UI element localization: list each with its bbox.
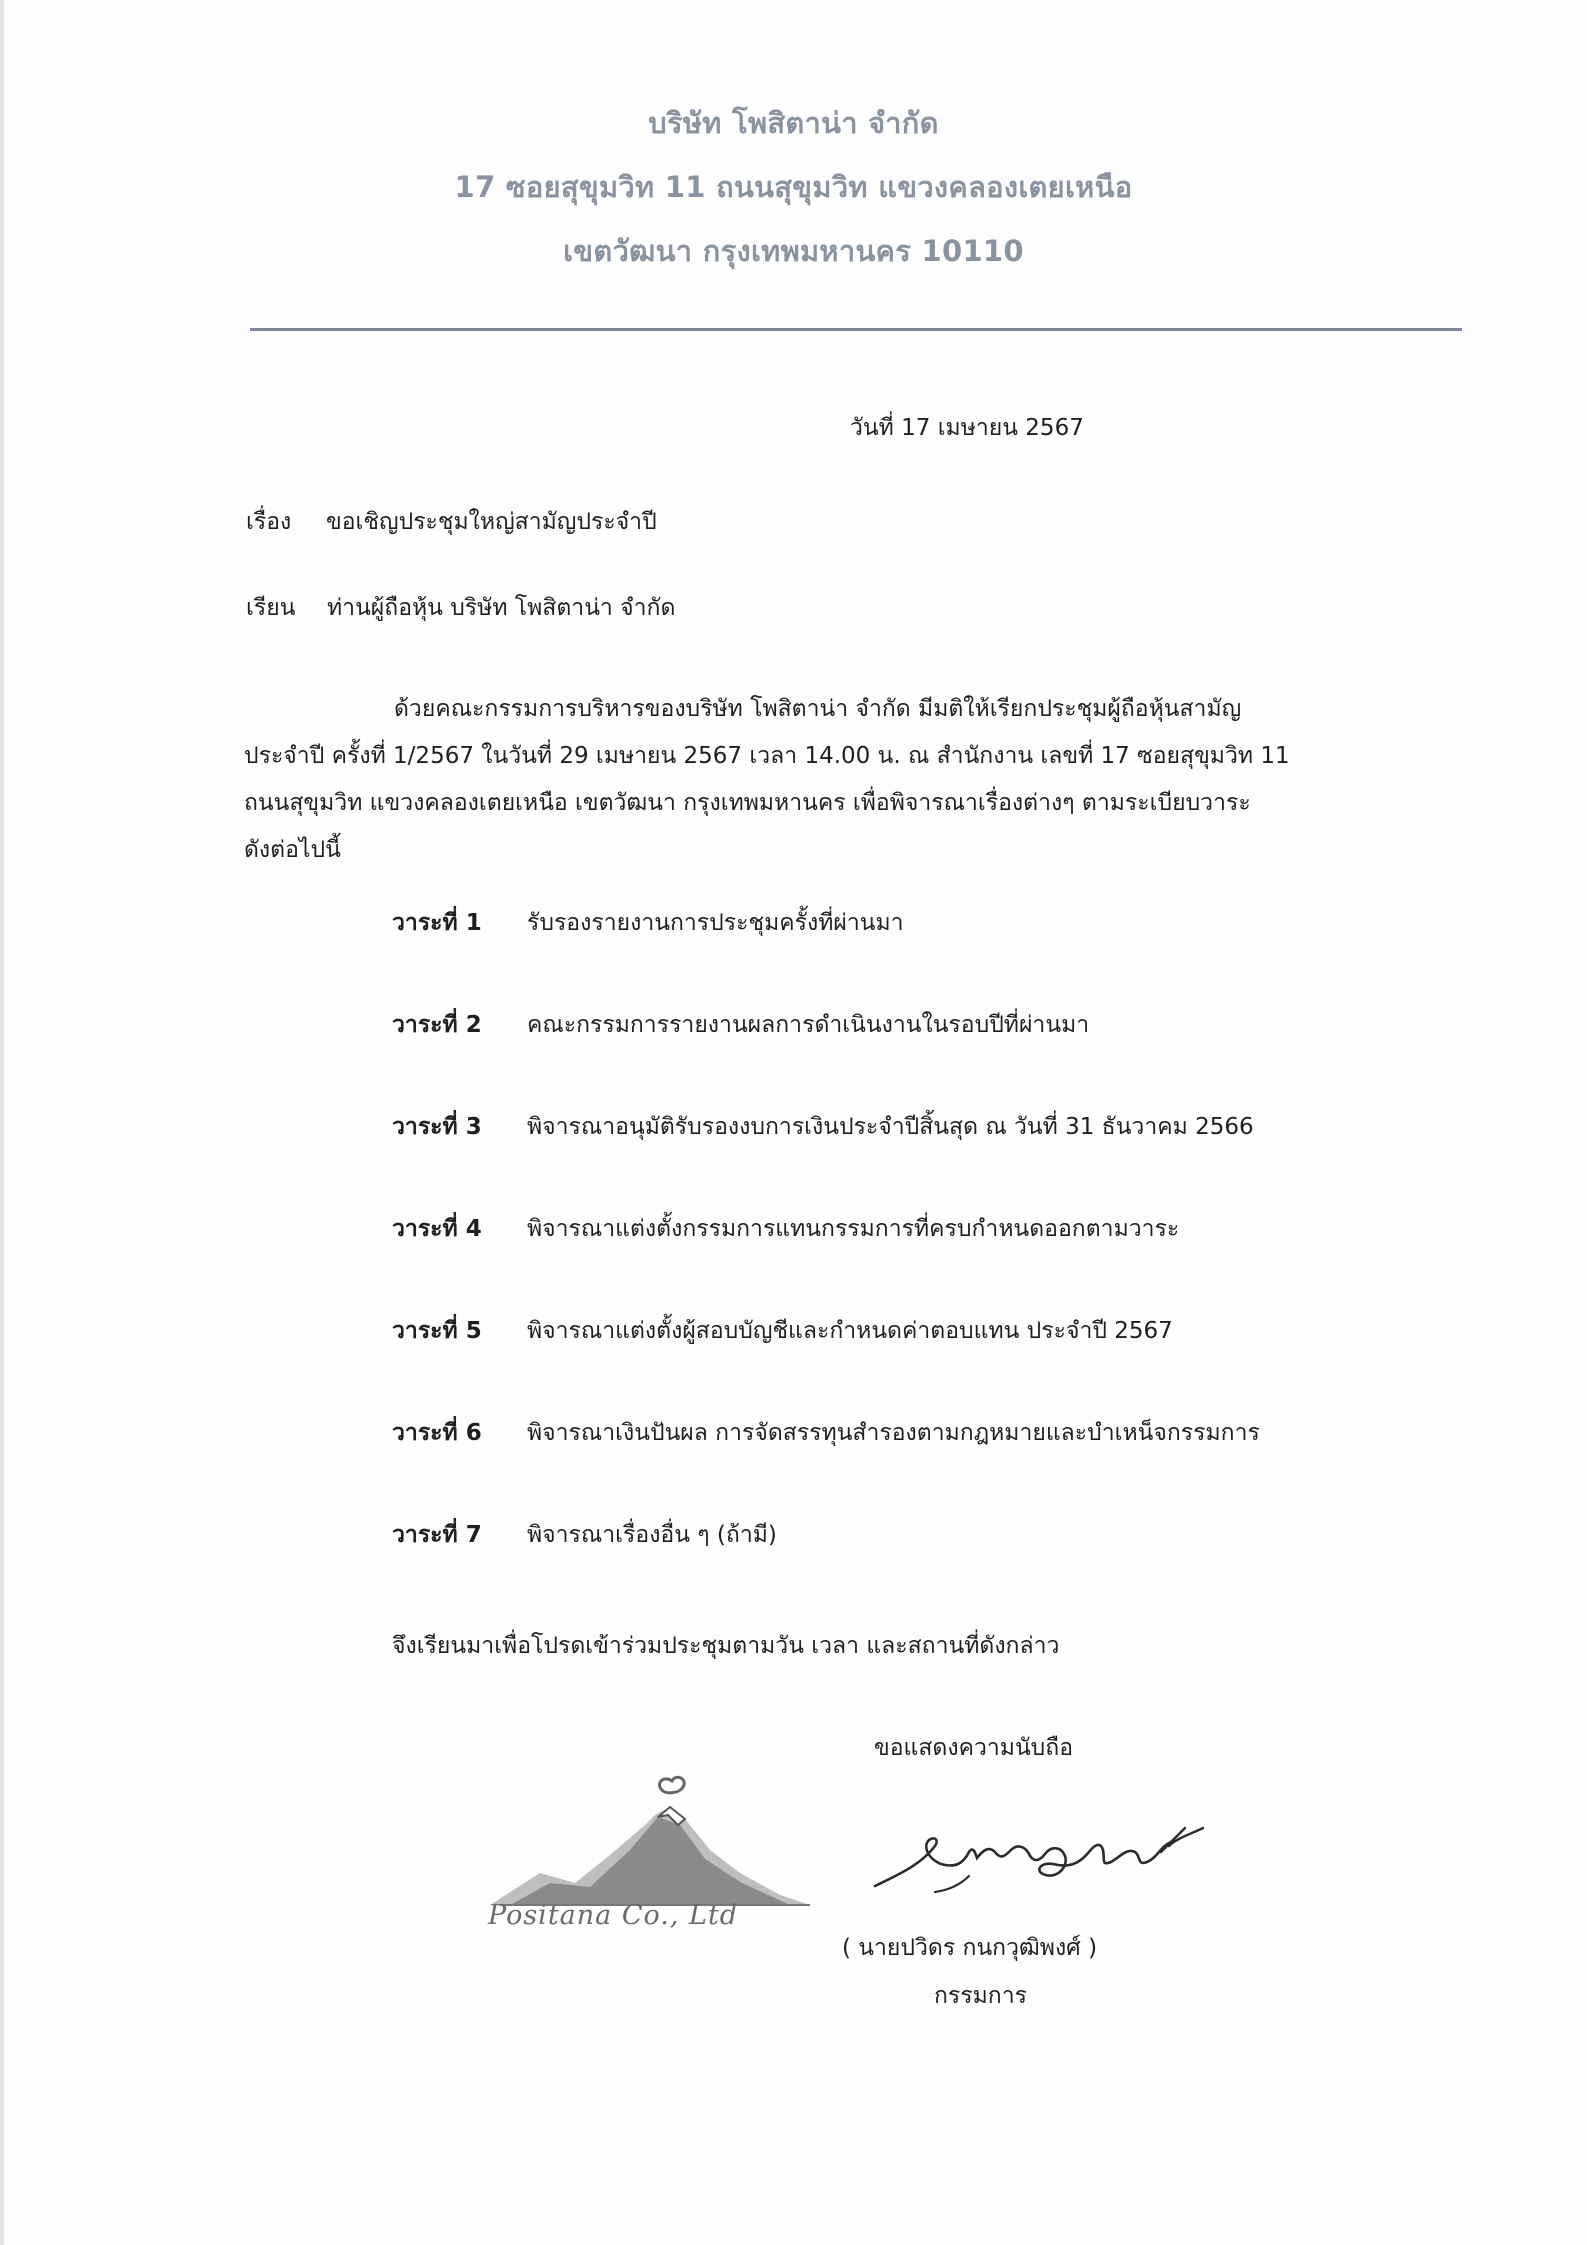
- recipient-label: เรียน: [246, 595, 296, 621]
- agenda-text: รับรองรายงานการประชุมครั้งที่ผ่านมา: [527, 910, 904, 936]
- agenda-text: พิจารณาแต่งตั้งผู้สอบบัญชีและกำหนดค่าตอบแทน ประจำปี 2567: [527, 1318, 1173, 1344]
- regards-text: ขอแสดงความนับถือ: [874, 1735, 1074, 1761]
- agenda-label: วาระที่ 5: [392, 1318, 482, 1344]
- company-address-line1: 17 ซอยสุขุมวิท 11 ถนนสุขุมวิท แขวงคลองเตยเหนือ: [454, 170, 1133, 204]
- agenda-item: [392, 1211, 1412, 1313]
- agenda-list: [392, 905, 1412, 1619]
- body-line: ถนนสุขุมวิท แขวงคลองเตยเหนือ เขตวัฒนา กรุงเทพมหานคร เพื่อพิจารณาเรื่องต่างๆ ตามระเบียบวาระ: [244, 790, 1251, 816]
- letter-date: วันที่ 17 เมษายน 2567: [850, 415, 1084, 441]
- company-address-line2: เขตวัฒนา กรุงเทพมหานคร 10110: [563, 234, 1024, 268]
- recipient-text: ท่านผู้ถือหุ้น บริษัท โพสิตาน่า จำกัด: [327, 595, 676, 621]
- agenda-label: วาระที่ 6: [392, 1420, 482, 1446]
- scan-edge: [0, 0, 4, 2245]
- letterhead-divider: [250, 328, 1462, 331]
- agenda-label: วาระที่ 3: [392, 1114, 482, 1140]
- agenda-item: [392, 1109, 1412, 1211]
- body-paragraph: [244, 686, 1404, 874]
- agenda-text: คณะกรรมการรายงานผลการดำเนินงานในรอบปีที่ผ่านมา: [527, 1012, 1090, 1038]
- signer-position: กรรมการ: [934, 1983, 1027, 2009]
- agenda-item: [392, 1517, 1412, 1619]
- subject-label: เรื่อง: [246, 509, 292, 535]
- body-line: ด้วยคณะกรรมการบริหารของบริษัท โพสิตาน่า จำกัด มีมติให้เรียกประชุมผู้ถือหุ้นสามัญ: [394, 696, 1242, 722]
- agenda-label: วาระที่ 7: [392, 1522, 482, 1548]
- handwritten-signature: [865, 1806, 1225, 1916]
- company-name: บริษัท โพสิตาน่า จำกัด: [648, 106, 939, 140]
- agenda-label: วาระที่ 4: [392, 1216, 482, 1242]
- company-stamp-text: Positana Co., Ltd: [488, 1900, 739, 1931]
- agenda-label: วาระที่ 1: [392, 910, 482, 936]
- agenda-item: [392, 905, 1412, 1007]
- agenda-item: [392, 1415, 1412, 1517]
- body-line: ดังต่อไปนี้: [244, 837, 341, 863]
- closing-sentence: จึงเรียนมาเพื่อโปรดเข้าร่วมประชุมตามวัน เวลา และสถานที่ดังกล่าว: [392, 1633, 1060, 1659]
- agenda-text: พิจารณาเงินปันผล การจัดสรรทุนสำรองตามกฎหมายและบำเหน็จกรรมการ: [527, 1420, 1260, 1446]
- agenda-text: พิจารณาแต่งตั้งกรรมการแทนกรรมการที่ครบกำหนดออกตามวาระ: [527, 1216, 1180, 1242]
- agenda-label: วาระที่ 2: [392, 1012, 482, 1038]
- body-line: ประจำปี ครั้งที่ 1/2567 ในวันที่ 29 เมษายน 2567 เวลา 14.00 น. ณ สำนักงาน เลขที่ 17 ซอยสุขุมวิท 11: [244, 743, 1290, 769]
- signer-name: ( นายปวิดร กนกวุฒิพงศ์ ): [842, 1935, 1098, 1961]
- agenda-item: [392, 1313, 1412, 1415]
- agenda-text: พิจารณาอนุมัติรับรองงบการเงินประจำปีสิ้นสุด ณ วันที่ 31 ธันวาคม 2566: [527, 1114, 1254, 1140]
- agenda-text: พิจารณาเรื่องอื่น ๆ (ถ้ามี): [527, 1522, 777, 1548]
- agenda-item: [392, 1007, 1412, 1109]
- subject-text: ขอเชิญประชุมใหญ่สามัญประจำปี: [326, 509, 657, 535]
